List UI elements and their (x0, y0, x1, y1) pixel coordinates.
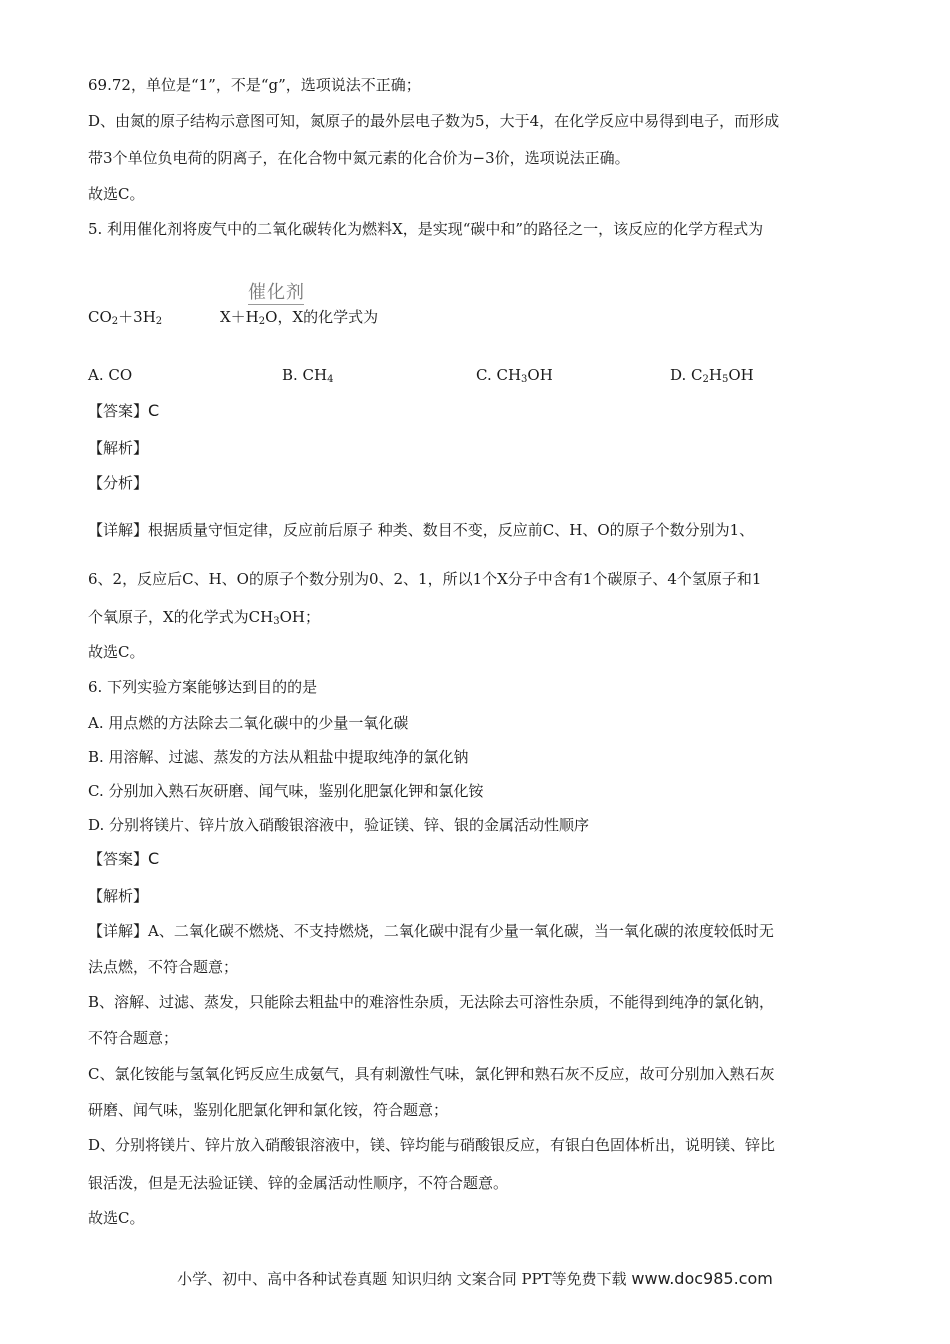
equation-products: $X+H_2O$，X的化学式为 (220, 308, 379, 327)
footer-text: 小学、初中、高中各种试卷真题 知识归纳 文案合同 PPT等免费下载 (177, 1270, 632, 1288)
text-line: 带3个单位负电荷的阴离子，在化合物中氮元素的化合价为−3价，选项说法正确。 (88, 149, 630, 167)
detail-line: 个氧原子，X的化学式为$CH_3OH$； (88, 608, 321, 627)
answer-line: 【答案】C (88, 849, 160, 868)
option-d: D. $C_2H_5OH$ (670, 366, 754, 385)
analysis-tag: 【解析】 (88, 439, 149, 457)
option-b: B. 用溶解、过滤、蒸发的方法从粗盐中提取纯净的氯化钠 (88, 748, 469, 766)
chemical-equation (88, 278, 588, 328)
conclusion-line: 故选C。 (88, 643, 145, 661)
detail-line: 研磨、闻气味，鉴别化肥氯化钾和氯化铵，符合题意； (88, 1101, 449, 1119)
detail-line: C、氯化铵能与氢氧化钙反应生成氨气，具有刺激性气味，氯化钾和熟石灰不反应，故可分别加入熟石灰 (88, 1065, 775, 1083)
detail-line: 6、2，反应后C、H、O的原子个数分别为0、2、1，所以1个X分子中含有1个碳原子、4个氢原子和1 (88, 570, 762, 588)
detail-line: D、分别将镁片、锌片放入硝酸银溶液中，镁、锌均能与硝酸银反应，有银白色固体析出，说明镁、锌比 (88, 1136, 776, 1154)
equation-reactants: $CO_2+3H_2$ (88, 308, 163, 327)
option-a: A. 用点燃的方法除去二氧化碳中的少量一氧化碳 (88, 714, 409, 732)
footer-link[interactable]: www.doc985.com (631, 1269, 773, 1288)
reaction-arrow (248, 304, 304, 305)
detail-line: B、溶解、过滤、蒸发，只能除去粗盐中的难溶性杂质，无法除去可溶性杂质，不能得到纯净的氯化钠， (88, 993, 775, 1011)
detail-line: 银活泼，但是无法验证镁、锌的金属活动性顺序，不符合题意。 (88, 1174, 509, 1192)
detail-line: 不符合题意； (88, 1029, 179, 1047)
question-6-stem: 6. 下列实验方案能够达到目的的是 (88, 678, 318, 696)
catalyst-label: 催化剂 (248, 282, 305, 303)
option-c: C. $CH_3OH$ (476, 366, 553, 385)
text-line: 69.72，单位是“1”，不是“g”，选项说法不正确； (88, 76, 421, 94)
option-b: B. $CH_4$ (282, 366, 334, 385)
conclusion-line: 故选C。 (88, 185, 145, 203)
detail-line: 【详解】A、二氧化碳不燃烧、不支持燃烧，二氧化碳中混有少量一氧化碳，当一氧化碳的浓度较低时无 (88, 922, 774, 940)
conclusion-line: 故选C。 (88, 1209, 145, 1227)
detail-line: 法点燃，不符合题意； (88, 958, 239, 976)
fenxi-tag: 【分析】 (88, 474, 149, 492)
page-footer (0, 1268, 950, 1289)
option-c: C. 分别加入熟石灰研磨、闻气味，鉴别化肥氯化钾和氯化铵 (88, 782, 484, 800)
answer-line: 【答案】C (88, 401, 160, 420)
analysis-tag: 【解析】 (88, 887, 149, 905)
question-5-stem: 5. 利用催化剂将废气中的二氧化碳转化为燃料X，是实现“碳中和”的路径之一，该反应的化学方程式为 (88, 220, 764, 238)
text-line: D、由氮的原子结构示意图可知，氮原子的最外层电子数为5，大于4，在化学反应中易得到电子，而形成 (88, 112, 780, 130)
detail-line: 【详解】根据质量守恒定律，反应前后原子 种类、数目不变，反应前C、H、O的原子个数分别为1、 (88, 521, 755, 539)
option-d: D. 分别将镁片、锌片放入硝酸银溶液中，验证镁、锌、银的金属活动性顺序 (88, 816, 590, 834)
option-a: A. CO (88, 366, 133, 384)
